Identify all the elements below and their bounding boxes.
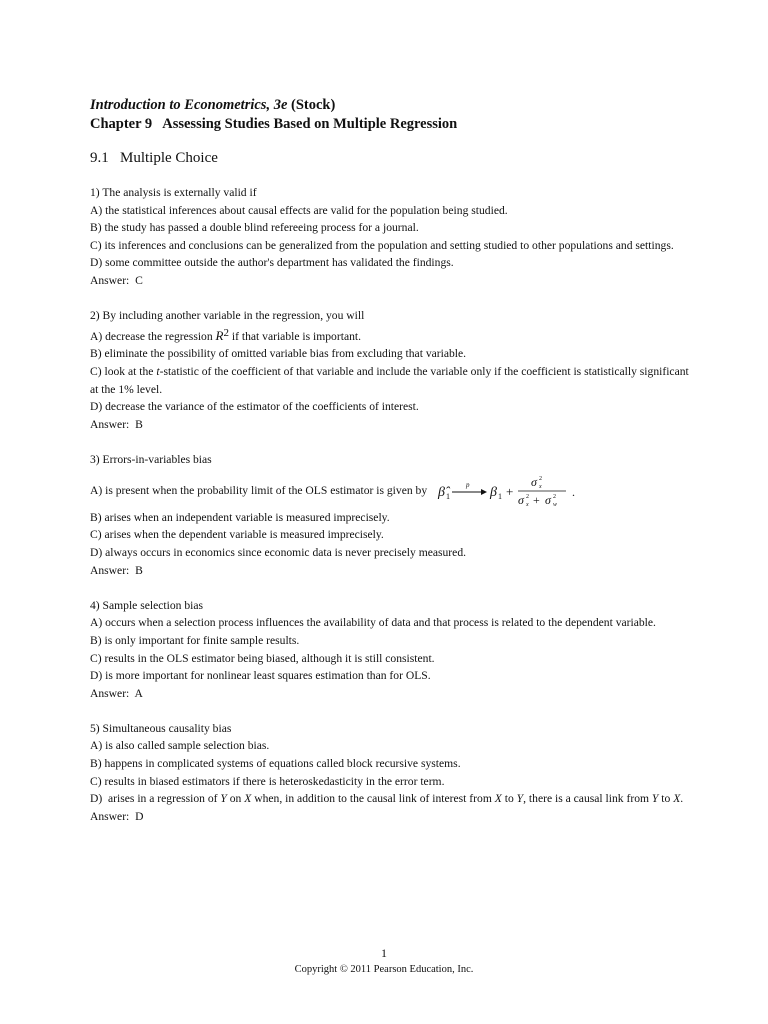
arrow-p-label: p — [466, 480, 470, 489]
question-3 — [90, 451, 690, 579]
question-1 — [90, 184, 690, 290]
question-4-option-b: B) is only important for finite sample results. — [90, 633, 300, 647]
question-3-option-b: B) arises when an independent variable is measured imprecisely. — [90, 510, 390, 524]
x-variable: X — [673, 792, 681, 806]
t-symbol: t — [156, 364, 160, 378]
question-2-option-b: B) eliminate the possibility of omitted variable bias from excluding that variable. — [90, 347, 467, 361]
denominator-sigma-w: σ — [545, 492, 551, 507]
question-4-option-d: D) is more important for nonlinear least squares estimation than for OLS. — [90, 669, 431, 683]
beta-hat-subscript: 1 — [446, 491, 451, 501]
question-3-answer: Answer: B — [90, 563, 143, 577]
question-5-option-b: B) happens in complicated systems of equations called block recursive systems. — [90, 757, 461, 771]
section-title: 9.1 Multiple Choice — [90, 150, 218, 166]
probability-limit-formula — [434, 473, 580, 509]
plus-sign: + — [506, 483, 514, 499]
question-3-stem: 3) Errors-in-variables bias — [90, 452, 212, 466]
formula-graphic — [434, 473, 580, 509]
r-symbol: R — [215, 327, 224, 343]
convergence-arrow-head — [481, 489, 487, 495]
question-5 — [90, 720, 690, 826]
book-author: (Stock) — [291, 97, 336, 113]
question-1-answer: Answer: C — [90, 273, 143, 287]
question-2-option-a — [90, 325, 690, 346]
question-2-option-c — [90, 363, 690, 398]
question-5-option-d-part-5: , there is a causal link from — [523, 792, 652, 806]
question-2-option-a-post: if that variable is important. — [229, 329, 362, 343]
question-5-option-d-part-7: . — [680, 792, 684, 806]
question-5-option-d-part-2: on — [226, 792, 245, 806]
y-variable: Y — [220, 792, 227, 806]
question-1-option-b: B) the study has passed a double blind refereeing process for a journal. — [90, 221, 419, 235]
question-4-answer: Answer: A — [90, 686, 143, 700]
question-1-option-c: C) its inferences and conclusions can be generalized from the population and setting studied to other populations and settings. — [90, 238, 674, 252]
x-variable: X — [244, 792, 252, 806]
r-squared-exponent: 2 — [223, 326, 229, 339]
formula-period: . — [572, 484, 576, 499]
denominator-x-exponent: 2 — [526, 493, 530, 500]
denominator-w-exponent: 2 — [553, 493, 557, 500]
x-variable: X — [494, 792, 502, 806]
beta-symbol: β — [490, 484, 498, 500]
book-title-text: Introduction to Econometrics, 3e — [90, 97, 288, 113]
question-2-option-d: D) decrease the variance of the estimator of the coefficients of interest. — [90, 400, 419, 414]
beta-subscript: 1 — [498, 491, 503, 501]
question-1-option-a: A) the statistical inferences about causal effects are valid for the population being studied. — [90, 203, 508, 217]
question-1-option-d: D) some committee outside the author's department has validated the findings. — [90, 256, 454, 270]
question-4-option-a: A) occurs when a selection process influences the availability of data and that process is related to the dependent variable. — [90, 616, 656, 630]
document-page — [90, 96, 690, 843]
question-2-stem: 2) By including another variable in the regression, you will — [90, 309, 365, 323]
question-5-option-d — [90, 790, 690, 808]
question-5-option-c: C) results in biased estimators if there is heteroskedasticity in the error term. — [90, 774, 445, 788]
question-3-option-a-text: A) is present when the probability limit of the OLS estimator is given by — [90, 483, 428, 497]
denominator-sigma-x: σ — [518, 492, 524, 507]
question-2-option-c-pre: C) look at the — [90, 364, 157, 378]
question-5-answer: Answer: D — [90, 809, 144, 823]
question-4-option-c: C) results in the OLS estimator being biased, although it is still consistent. — [90, 651, 435, 665]
book-title — [90, 96, 690, 114]
denominator-w-subscript: w — [553, 501, 558, 508]
denominator-x-subscript: x — [526, 501, 529, 508]
question-2-option-c-post: -statistic of the coefficient of that variable and include the variable only if the coefficient is statistically significant at the 1% level. — [90, 364, 689, 396]
question-1-stem: 1) The analysis is externally valid if — [90, 186, 257, 199]
r-squared-symbol — [216, 328, 229, 343]
question-4-stem: 4) Sample selection bias — [90, 598, 204, 612]
question-4 — [90, 597, 690, 703]
question-3-option-c: C) arises when the dependent variable is measured imprecisely. — [90, 528, 384, 542]
page-number: 1 — [381, 946, 387, 960]
question-3-option-a — [90, 473, 690, 509]
question-5-option-d-part-6: to — [658, 792, 674, 806]
question-2-option-a-pre: A) decrease the regression — [90, 329, 216, 343]
question-5-stem: 5) Simultaneous causality bias — [90, 721, 232, 735]
y-variable: Y — [651, 792, 659, 806]
denominator-plus: + — [533, 492, 540, 507]
question-5-option-d-part-4: to — [501, 792, 517, 806]
numerator-subscript: x — [539, 483, 542, 490]
question-2 — [90, 307, 690, 433]
chapter-title: Chapter 9 Assessing Studies Based on Multiple Regression — [90, 116, 458, 132]
y-variable: Y — [516, 792, 524, 806]
question-5-option-a: A) is also called sample selection bias. — [90, 739, 270, 753]
beta-hat-symbol: β̂ — [438, 484, 446, 500]
question-5-option-d-part-1: D) arises in a regression of — [90, 792, 221, 806]
numerator-sigma: σ — [531, 474, 537, 489]
question-3-option-d: D) always occurs in economics since economic data is never precisely measured. — [90, 545, 467, 559]
numerator-exponent: 2 — [539, 475, 543, 482]
question-2-answer: Answer: B — [90, 417, 143, 431]
question-5-option-d-part-3: when, in addition to the causal link of interest from — [251, 792, 495, 806]
copyright-notice: Copyright © 2011 Pearson Education, Inc. — [294, 964, 474, 975]
